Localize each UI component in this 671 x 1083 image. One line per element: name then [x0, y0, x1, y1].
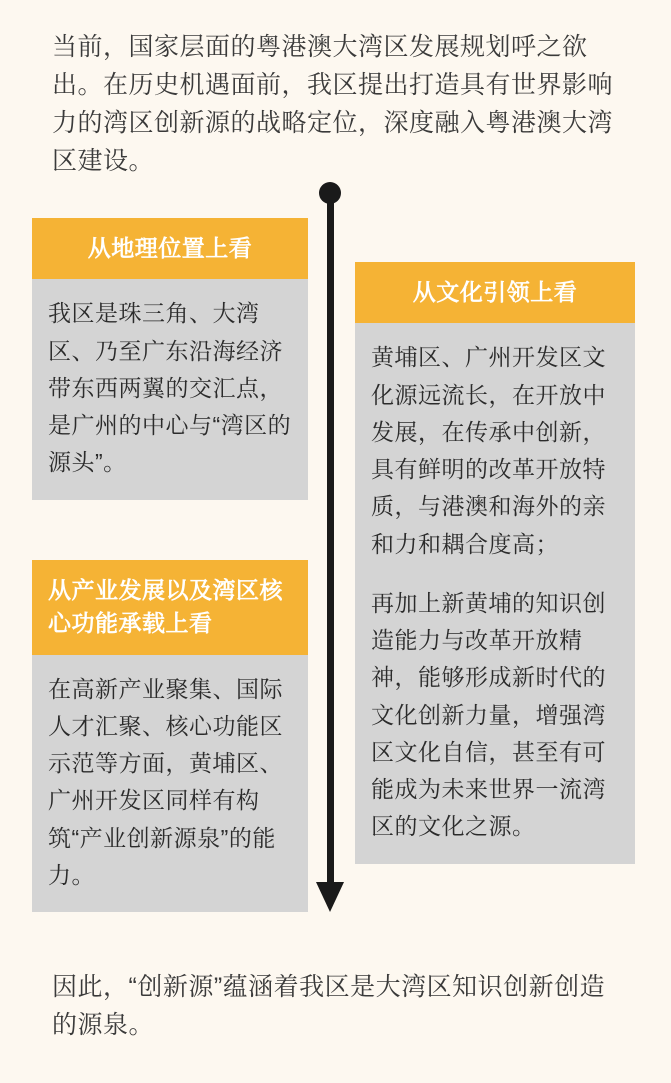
card-geography [32, 218, 308, 500]
timeline-arrow-icon [316, 882, 344, 912]
card-geography-title: 从地理位置上看 [32, 218, 308, 279]
timeline-axis [323, 182, 337, 927]
card-industry [32, 560, 308, 912]
intro-paragraph: 当前，国家层面的粤港澳大湾区发展规划呼之欲出。在历史机遇面前，我区提出打造具有世界影响力的湾区创新源的战略定位，深度融入粤港澳大湾区建设。 [52, 33, 614, 175]
card-culture-body [355, 323, 635, 863]
card-culture-paragraph-1: 黄埔区、广州开发区文化源远流长，在开放中发展，在传承中创新，具有鲜明的改革开放特质，与港澳和海外的亲和力和耦合度高； [371, 344, 606, 557]
card-industry-body [32, 655, 308, 913]
card-industry-title: 从产业发展以及湾区核心功能承载上看 [32, 560, 308, 655]
card-culture-title: 从文化引领上看 [355, 262, 635, 323]
card-culture [355, 262, 635, 864]
timeline-line [327, 192, 334, 887]
card-industry-paragraph-1: 在高新产业聚集、国际人才汇聚、核心功能区示范等方面，黄埔区、广州开发区同样有构筑“产业创新源泉”的能力。 [48, 675, 283, 888]
conclusion-paragraph: 因此，“创新源”蕴涵着我区是大湾区知识创新创造的源泉。 [52, 973, 606, 1039]
card-geography-paragraph-1: 我区是珠三角、大湾区、乃至广东沿海经济带东西两翼的交汇点，是广州的中心与“湾区的源头”。 [48, 300, 292, 476]
card-geography-body [32, 279, 308, 499]
card-culture-paragraph-2: 再加上新黄埔的知识创造能力与改革开放精神，能够形成新时代的文化创新力量，增强湾区文化自信，甚至有可能成为未来世界一流湾区的文化之源。 [371, 589, 606, 840]
